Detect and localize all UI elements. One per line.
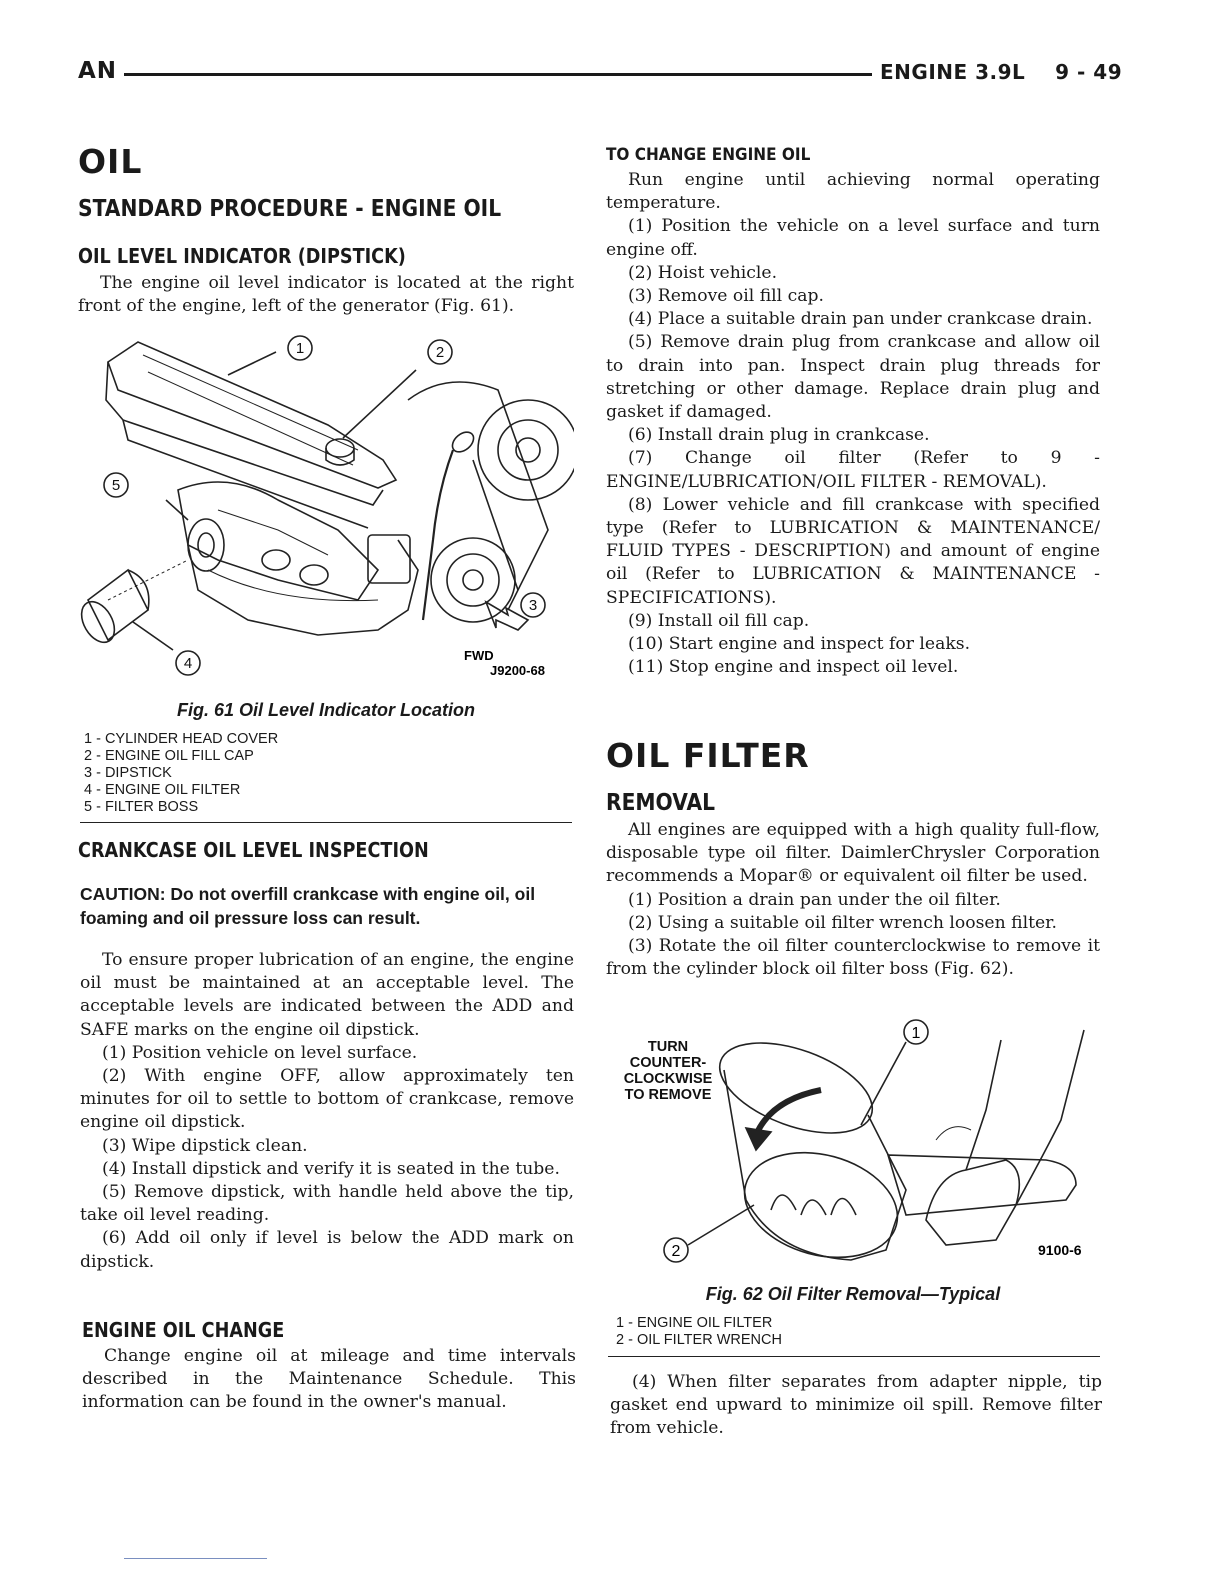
change-step: (11) Stop engine and inspect oil level.	[628, 657, 959, 678]
change-step: (6) Install drain plug in crankcase.	[628, 425, 930, 446]
change-step: (1) Position the vehicle on a level surface and turn engine off.	[606, 216, 1100, 260]
removal-paragraph: All engines are equipped with a high quality full-flow, disposable type oil filter. DaimlerChrysler Corporation recommends a Mopar® or equivalent oil filter be used.	[606, 820, 1100, 887]
crankcase-step: (1) Position vehicle on level surface.	[102, 1042, 418, 1063]
standard-procedure-heading: STANDARD PROCEDURE - ENGINE OIL	[78, 196, 502, 222]
legend-item: 1 - CYLINDER HEAD COVER	[84, 731, 279, 747]
crankcase-heading: CRANKCASE OIL LEVEL INSPECTION	[78, 838, 429, 862]
change-step: (7) Change oil filter (Refer to 9 - ENGINE/LUBRICATION/OIL FILTER - REMOVAL).	[606, 448, 1100, 492]
fig62-legend	[616, 1315, 1096, 1349]
footer-rule	[124, 1558, 267, 1559]
fig62-turn-label-4: TO REMOVE	[624, 1087, 712, 1103]
legend-item: 5 - FILTER BOSS	[84, 799, 199, 815]
crankcase-step: (4) Install dipstick and verify it is seated in the tube.	[102, 1158, 560, 1179]
header-section-code: AN	[78, 58, 118, 84]
change-step: (9) Install oil fill cap.	[628, 610, 810, 631]
fig61-caption: Fig. 61 Oil Level Indicator Location	[176, 700, 476, 720]
legend-item: 2 - ENGINE OIL FILL CAP	[84, 748, 254, 764]
fig61-callout-5: 5	[111, 477, 121, 494]
crankcase-step: (5) Remove dipstick, with handle held above the tip, take oil level reading.	[80, 1182, 574, 1226]
oil-change-heading-wrap	[82, 1318, 574, 1342]
change-step: (3) Remove oil fill cap.	[628, 286, 824, 307]
fig62-filter-illustration	[606, 1010, 1100, 1275]
legend-item: 2 - OIL FILTER WRENCH	[616, 1332, 782, 1348]
change-step: (8) Lower vehicle and fill crankcase with specified type (Refer to LUBRICATION & MAINTENANCE/ FLUID TYPES - DESCRIPTION) and amount of engine oil (Refer to LUBRICATION & MAINTENANCE - SPECIFICATIONS).	[606, 494, 1100, 608]
fig62-callout-1: 1	[911, 1025, 921, 1042]
fig62-callout-2: 2	[671, 1243, 681, 1260]
fig61-fwd-label: FWD	[464, 648, 494, 663]
oil-change-body	[82, 1345, 576, 1415]
change-step: (10) Start engine and inspect for leaks.	[628, 634, 971, 655]
oil-filter-title: OIL FILTER	[606, 736, 810, 775]
oil-change-heading: ENGINE OIL CHANGE	[82, 1318, 285, 1342]
fig61-caption-wrap	[78, 700, 574, 721]
fig61-legend-wrap	[84, 731, 574, 816]
legend-item: 1 - ENGINE OIL FILTER	[616, 1315, 773, 1331]
header-page-title: ENGINE 3.9L 9 - 49	[880, 60, 1123, 84]
crankcase-step: (2) With engine OFF, allow approximately ten minutes for oil to settle to bottom of crankcase, remove engine oil dipstick.	[80, 1066, 574, 1133]
fig61-callout-1: 1	[295, 340, 305, 357]
removal-heading: REMOVAL	[606, 790, 716, 816]
fig61-code: J9200-68	[490, 663, 545, 678]
removal-heading-wrap	[606, 790, 1100, 816]
std-proc-wrap	[78, 196, 574, 222]
change-step: (5) Remove drain plug from crankcase and allow oil to drain into pan. Inspect drain plug threads for stretching or other damage. Replace drain plug and gasket if damaged.	[606, 332, 1100, 423]
legend-item: 3 - DIPSTICK	[84, 765, 172, 781]
removal-step: (3) Rotate the oil filter counterclockwise to remove it from the cylinder block oil filter boss (Fig. 62).	[606, 936, 1100, 980]
crankcase-paragraph: To ensure proper lubrication of an engine, the engine oil must be maintained at an acceptable level. The acceptable levels are indicated between the ADD and SAFE marks on the engine oil dipstick.	[80, 950, 574, 1040]
fig62-divider	[608, 1356, 1100, 1357]
fig61-engine-illustration	[78, 330, 574, 685]
legend-item: 4 - ENGINE OIL FILTER	[84, 782, 241, 798]
fig62-turn-label-3: CLOCKWISE	[623, 1071, 713, 1087]
fig61-divider	[80, 822, 572, 823]
change-body	[606, 169, 1100, 679]
dipstick-heading-wrap	[78, 244, 574, 268]
to-change-oil-heading: TO CHANGE ENGINE OIL	[606, 145, 811, 165]
fig61-legend	[84, 731, 574, 816]
change-heading-wrap	[606, 145, 1100, 165]
fig61-callout-3: 3	[528, 597, 538, 614]
fig62-caption: Fig. 62 Oil Filter Removal—Typical	[705, 1284, 1001, 1304]
change-step: (4) Place a suitable drain pan under crankcase drain.	[628, 309, 1093, 330]
dipstick-para-wrap	[78, 272, 574, 318]
removal-final-step: (4) When filter separates from adapter nipple, tip gasket end upward to minimize oil spill. Remove filter from vehicle.	[610, 1372, 1102, 1439]
change-step: (2) Hoist vehicle.	[628, 262, 778, 283]
removal-body	[606, 819, 1100, 981]
crankcase-step: (3) Wipe dipstick clean.	[102, 1135, 308, 1156]
change-intro: Run engine until achieving normal operating temperature.	[606, 170, 1100, 214]
final-step-wrap	[610, 1371, 1102, 1441]
fig62-legend-wrap	[616, 1315, 1096, 1349]
crankcase-body	[80, 949, 574, 1274]
dipstick-heading: OIL LEVEL INDICATOR (DIPSTICK)	[78, 244, 406, 268]
oil-section-title-wrap	[78, 142, 574, 181]
caution-text: CAUTION: Do not overfill crankcase with engine oil, oil foaming and oil pressure loss can result.	[80, 884, 536, 928]
oil-change-paragraph: Change engine oil at mileage and time intervals described in the Maintenance Schedule. This information can be found in the owner's manual.	[82, 1346, 576, 1413]
fig62-caption-wrap	[606, 1284, 1100, 1305]
fig62-turn-label-1: TURN	[647, 1039, 689, 1055]
crankcase-heading-wrap	[78, 838, 574, 862]
fig61-callout-2: 2	[435, 344, 445, 361]
fig62-code: 9100-6	[1038, 1242, 1082, 1258]
caution-wrap	[80, 882, 574, 930]
header-rule	[124, 73, 872, 76]
removal-step: (1) Position a drain pan under the oil filter.	[628, 889, 1001, 910]
filter-title-wrap	[606, 736, 1100, 775]
oil-section-title: OIL	[78, 142, 143, 181]
dipstick-paragraph: The engine oil level indicator is located at the right front of the engine, left of the generator (Fig. 61).	[78, 273, 574, 317]
fig61-callout-4: 4	[183, 655, 193, 672]
removal-step: (2) Using a suitable oil filter wrench loosen filter.	[628, 912, 1057, 933]
fig62-turn-label-2: COUNTER-	[629, 1055, 707, 1071]
crankcase-step: (6) Add oil only if level is below the ADD mark on dipstick.	[80, 1228, 574, 1272]
